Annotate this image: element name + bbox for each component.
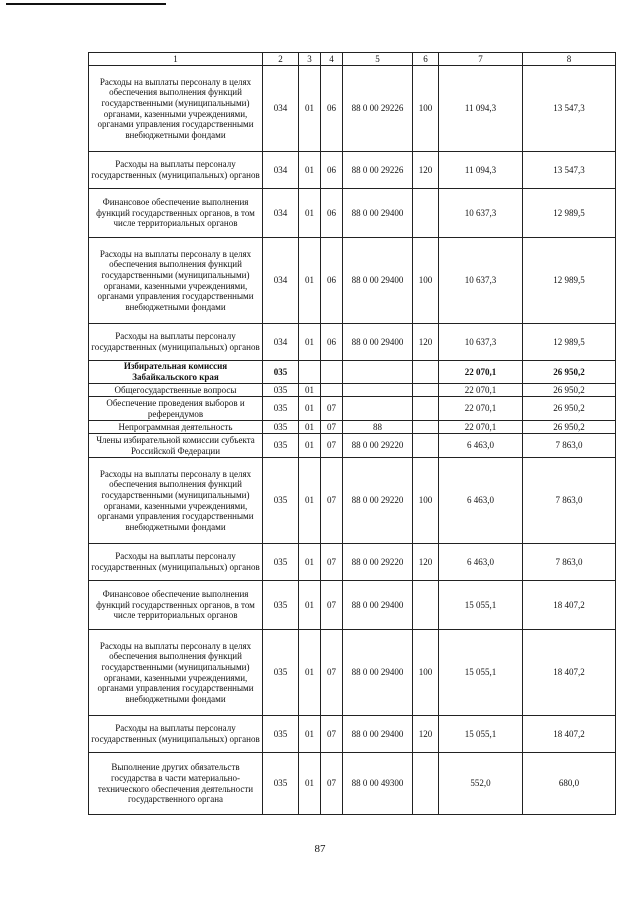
row-amount-year1: 15 055,1: [439, 581, 523, 630]
row-section: 01: [299, 581, 321, 630]
row-code: 035: [263, 753, 299, 815]
row-subsection: 07: [321, 753, 343, 815]
row-subsection: 06: [321, 189, 343, 238]
row-amount-year1: 11 094,3: [439, 152, 523, 189]
row-amount-year2: 12 989,5: [523, 324, 616, 361]
row-target-article: [343, 397, 413, 421]
row-section: [299, 361, 321, 384]
row-expense-type: [413, 434, 439, 458]
row-section: 01: [299, 434, 321, 458]
row-subsection: 06: [321, 152, 343, 189]
row-expense-type: 100: [413, 238, 439, 324]
row-amount-year2: 18 407,2: [523, 630, 616, 716]
row-subsection: 07: [321, 397, 343, 421]
row-description: Общегосударственные вопросы: [89, 384, 263, 397]
row-target-article: 88 0 00 29400: [343, 324, 413, 361]
row-subsection: 07: [321, 716, 343, 753]
row-amount-year2: 26 950,2: [523, 384, 616, 397]
row-amount-year1: 6 463,0: [439, 458, 523, 544]
row-amount-year1: 22 070,1: [439, 397, 523, 421]
row-subsection: [321, 384, 343, 397]
row-description: Финансовое обеспечение выполнения функций государственных органов, в том числе территориальных органов: [89, 189, 263, 238]
row-description: Расходы на выплаты персоналу в целях обеспечения выполнения функций государственными (муниципальными) органами, казенными учреждениями, органами управления государственными внебюджетными фондами: [89, 238, 263, 324]
row-code: 034: [263, 152, 299, 189]
row-expense-type: [413, 753, 439, 815]
column-header: 5: [343, 53, 413, 66]
row-amount-year1: 22 070,1: [439, 421, 523, 434]
table-row: [89, 238, 616, 324]
row-description: Расходы на выплаты персоналу в целях обеспечения выполнения функций государственными (муниципальными) органами, казенными учреждениями, органами управления государственными внебюджетными фондами: [89, 630, 263, 716]
row-target-article: [343, 384, 413, 397]
row-amount-year1: 10 637,3: [439, 324, 523, 361]
row-section: 01: [299, 189, 321, 238]
row-target-article: 88 0 00 29220: [343, 458, 413, 544]
row-expense-type: 100: [413, 630, 439, 716]
row-section: 01: [299, 716, 321, 753]
row-amount-year2: 26 950,2: [523, 421, 616, 434]
table-row: [89, 716, 616, 753]
table-row: [89, 384, 616, 397]
row-subsection: 06: [321, 66, 343, 152]
row-target-article: 88 0 00 29400: [343, 630, 413, 716]
column-header: 4: [321, 53, 343, 66]
row-expense-type: 120: [413, 716, 439, 753]
row-expense-type: 120: [413, 544, 439, 581]
row-amount-year2: 12 989,5: [523, 189, 616, 238]
row-section: 01: [299, 324, 321, 361]
row-code: 034: [263, 66, 299, 152]
row-amount-year1: 22 070,1: [439, 384, 523, 397]
row-amount-year1: 10 637,3: [439, 238, 523, 324]
row-target-article: 88: [343, 421, 413, 434]
row-section: 01: [299, 384, 321, 397]
row-code: 035: [263, 544, 299, 581]
row-code: 035: [263, 361, 299, 384]
row-description: Избирательная комиссия Забайкальского края: [89, 361, 263, 384]
row-description: Расходы на выплаты персоналу в целях обеспечения выполнения функций государственными (муниципальными) органами, казенными учреждениями, органами управления государственными внебюджетными фондами: [89, 458, 263, 544]
row-description: Расходы на выплаты персоналу государственных (муниципальных) органов: [89, 152, 263, 189]
row-expense-type: [413, 361, 439, 384]
row-amount-year1: 15 055,1: [439, 630, 523, 716]
row-amount-year2: 26 950,2: [523, 361, 616, 384]
table-body: [89, 66, 616, 815]
row-subsection: 07: [321, 434, 343, 458]
row-code: 034: [263, 238, 299, 324]
row-code: 034: [263, 189, 299, 238]
row-subsection: 06: [321, 324, 343, 361]
row-description: Расходы на выплаты персоналу государственных (муниципальных) органов: [89, 324, 263, 361]
row-amount-year1: 6 463,0: [439, 544, 523, 581]
table-row: [89, 324, 616, 361]
row-expense-type: [413, 397, 439, 421]
row-target-article: 88 0 00 29400: [343, 581, 413, 630]
table-row: [89, 189, 616, 238]
column-header: 1: [89, 53, 263, 66]
row-expense-type: [413, 189, 439, 238]
row-expense-type: [413, 421, 439, 434]
row-section: 01: [299, 397, 321, 421]
row-amount-year2: 680,0: [523, 753, 616, 815]
table-row: [89, 361, 616, 384]
row-amount-year2: 18 407,2: [523, 716, 616, 753]
row-amount-year2: 7 863,0: [523, 434, 616, 458]
row-amount-year1: 10 637,3: [439, 189, 523, 238]
row-amount-year2: 7 863,0: [523, 458, 616, 544]
row-description: Обеспечение проведения выборов и референдумов: [89, 397, 263, 421]
row-expense-type: [413, 581, 439, 630]
row-expense-type: 100: [413, 458, 439, 544]
row-target-article: 88 0 00 29220: [343, 434, 413, 458]
table-row: [89, 421, 616, 434]
row-description: Расходы на выплаты персоналу государственных (муниципальных) органов: [89, 544, 263, 581]
row-subsection: [321, 361, 343, 384]
row-code: 035: [263, 458, 299, 544]
row-subsection: 07: [321, 581, 343, 630]
table-row: [89, 152, 616, 189]
row-amount-year2: 13 547,3: [523, 66, 616, 152]
row-code: 035: [263, 581, 299, 630]
row-section: 01: [299, 238, 321, 324]
row-subsection: 07: [321, 544, 343, 581]
row-amount-year1: 15 055,1: [439, 716, 523, 753]
column-header: 2: [263, 53, 299, 66]
row-target-article: 88 0 00 29226: [343, 152, 413, 189]
row-subsection: 07: [321, 630, 343, 716]
row-amount-year2: 7 863,0: [523, 544, 616, 581]
row-code: 034: [263, 324, 299, 361]
row-code: 035: [263, 397, 299, 421]
row-subsection: 07: [321, 421, 343, 434]
row-amount-year1: 552,0: [439, 753, 523, 815]
row-amount-year1: 11 094,3: [439, 66, 523, 152]
row-target-article: 88 0 00 29400: [343, 716, 413, 753]
row-amount-year2: 13 547,3: [523, 152, 616, 189]
row-code: 035: [263, 630, 299, 716]
row-amount-year2: 26 950,2: [523, 397, 616, 421]
row-subsection: 07: [321, 458, 343, 544]
row-code: 035: [263, 434, 299, 458]
row-target-article: 88 0 00 29226: [343, 66, 413, 152]
row-expense-type: 120: [413, 324, 439, 361]
row-amount-year2: 18 407,2: [523, 581, 616, 630]
row-description: Финансовое обеспечение выполнения функций государственных органов, в том числе территориальных органов: [89, 581, 263, 630]
row-section: 01: [299, 421, 321, 434]
row-section: 01: [299, 458, 321, 544]
header-rule: [6, 3, 166, 5]
row-section: 01: [299, 630, 321, 716]
table-row: [89, 753, 616, 815]
row-amount-year2: 12 989,5: [523, 238, 616, 324]
row-target-article: [343, 361, 413, 384]
table-row: [89, 434, 616, 458]
table-header-row: [89, 53, 616, 66]
row-code: 035: [263, 716, 299, 753]
row-amount-year1: 22 070,1: [439, 361, 523, 384]
column-header: 8: [523, 53, 616, 66]
row-target-article: 88 0 00 29220: [343, 544, 413, 581]
row-description: Выполнение других обязательств государства в части материально-технического обеспечения деятельности государственного органа: [89, 753, 263, 815]
page-number: 87: [314, 843, 326, 855]
table-row: [89, 66, 616, 152]
row-expense-type: 120: [413, 152, 439, 189]
row-code: 035: [263, 384, 299, 397]
row-target-article: 88 0 00 29400: [343, 238, 413, 324]
table-row: [89, 544, 616, 581]
row-expense-type: [413, 384, 439, 397]
row-code: 035: [263, 421, 299, 434]
row-subsection: 06: [321, 238, 343, 324]
row-description: Непрограммная деятельность: [89, 421, 263, 434]
row-section: 01: [299, 152, 321, 189]
table-row: [89, 458, 616, 544]
row-description: Расходы на выплаты персоналу государственных (муниципальных) органов: [89, 716, 263, 753]
column-header: 6: [413, 53, 439, 66]
row-target-article: 88 0 00 29400: [343, 189, 413, 238]
row-section: 01: [299, 66, 321, 152]
row-section: 01: [299, 544, 321, 581]
budget-table: [88, 52, 616, 815]
row-section: 01: [299, 753, 321, 815]
column-header: 7: [439, 53, 523, 66]
row-amount-year1: 6 463,0: [439, 434, 523, 458]
row-description: Члены избирательной комиссии субъекта Российской Федерации: [89, 434, 263, 458]
row-target-article: 88 0 00 49300: [343, 753, 413, 815]
row-expense-type: 100: [413, 66, 439, 152]
table-row: [89, 397, 616, 421]
row-description: Расходы на выплаты персоналу в целях обеспечения выполнения функций государственными (муниципальными) органами, казенными учреждениями, органами управления государственными внебюджетными фондами: [89, 66, 263, 152]
table-row: [89, 581, 616, 630]
table-row: [89, 630, 616, 716]
column-header: 3: [299, 53, 321, 66]
